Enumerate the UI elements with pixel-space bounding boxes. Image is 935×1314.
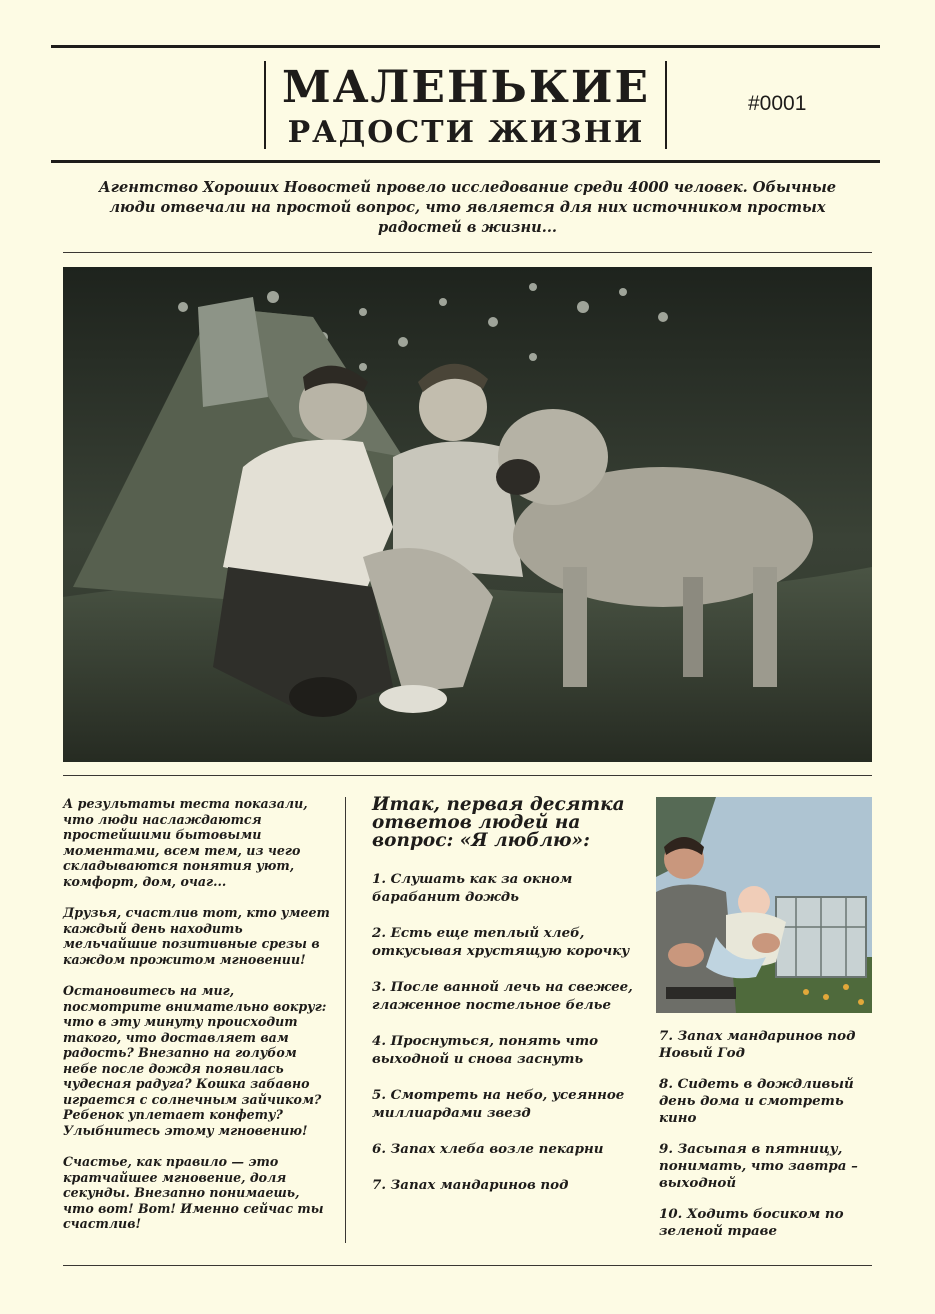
secondary-photo-illustration [656, 797, 872, 1013]
list-item: 10. Ходить босиком по зеленой траве [659, 1206, 844, 1239]
footer-rule [63, 1265, 872, 1266]
list-heading: Итак, первая десятка ответов людей на вопрос: «Я люблю»: [372, 794, 625, 851]
list-item: 5. Смотреть на небо, усеянное миллиардами звезд [372, 1087, 625, 1121]
left-column [63, 796, 333, 1248]
list-item: 4. Проснуться, понять что выходной и снова заснуть [372, 1033, 599, 1067]
left-paragraph-1: А результаты теста показали, что люди наслаждаются простейшими бытовыми моментами, всем тем, из чего складываются понятия уют, комфорт, дом, очаг... [63, 796, 308, 889]
photo-separator [63, 775, 872, 776]
list-item: 8. Сидеть в дождливый день дома и смотреть кино [659, 1076, 854, 1126]
title-line-1: МАЛЕНЬКИЕ [281, 62, 650, 113]
list-item: 2. Есть еще теплый хлеб, откусывая хрустящую корочку [372, 925, 630, 959]
list-item: 1. Слушать как за окном барабанит дождь [372, 871, 573, 905]
secondary-photo [656, 797, 872, 1013]
masthead-top-rule [51, 45, 880, 48]
left-paragraph-3: Остановитесь на миг, посмотрите внимательно вокруг: что в эту минуту происходит такого, что доставляет вам радость? Внезапно на голубом небе после дождя появилась чудесная радуга? Кошка забавно играется с солнечным зайчиком? Ребенок уплетает конфету? Улыбнитесь этому мгновению! [63, 983, 327, 1138]
list-item: 9. Засыпая в пятницу, понимать, что завтра – выходной [659, 1141, 858, 1191]
column-divider [345, 797, 346, 1243]
main-photo-illustration [63, 267, 872, 762]
middle-column [372, 796, 640, 1212]
love-list-part-2 [659, 1028, 879, 1240]
issue-number: #0001 [748, 92, 807, 115]
right-column [659, 1028, 879, 1254]
left-paragraph-2: Друзья, счастлив тот, кто умеет каждый день находить мельчайшие позитивные срезы в каждом прожитом мгновении! [63, 905, 330, 967]
title-line-2: РАДОСТИ ЖИЗНИ [287, 115, 645, 150]
list-item: 7. Запах мандаринов под [372, 1177, 569, 1193]
list-item: 6. Запах хлеба возле пекарни [372, 1141, 604, 1157]
list-item: 3. После ванной лечь на свежее, глаженное постельное белье [372, 979, 633, 1013]
masthead-title [266, 64, 666, 150]
lead-separator [63, 252, 872, 253]
list-item: 7. Запах мандаринов под Новый Год [659, 1028, 856, 1061]
lead-paragraph: Агентство Хороших Новостей провело исследование среди 4000 человек. Обычные люди отвечали на простой вопрос, что является для них источником простых радостей в жизни... [98, 179, 837, 236]
masthead-bottom-rule [51, 160, 880, 163]
left-paragraph-4: Счастье, как правило — это кратчайшее мгновение, доля секунды. Внезапно понимаешь, что вот! Вот! Именно сейчас ты счастлив! [63, 1154, 324, 1231]
love-list-part-1 [372, 870, 640, 1194]
main-photo [63, 267, 872, 762]
